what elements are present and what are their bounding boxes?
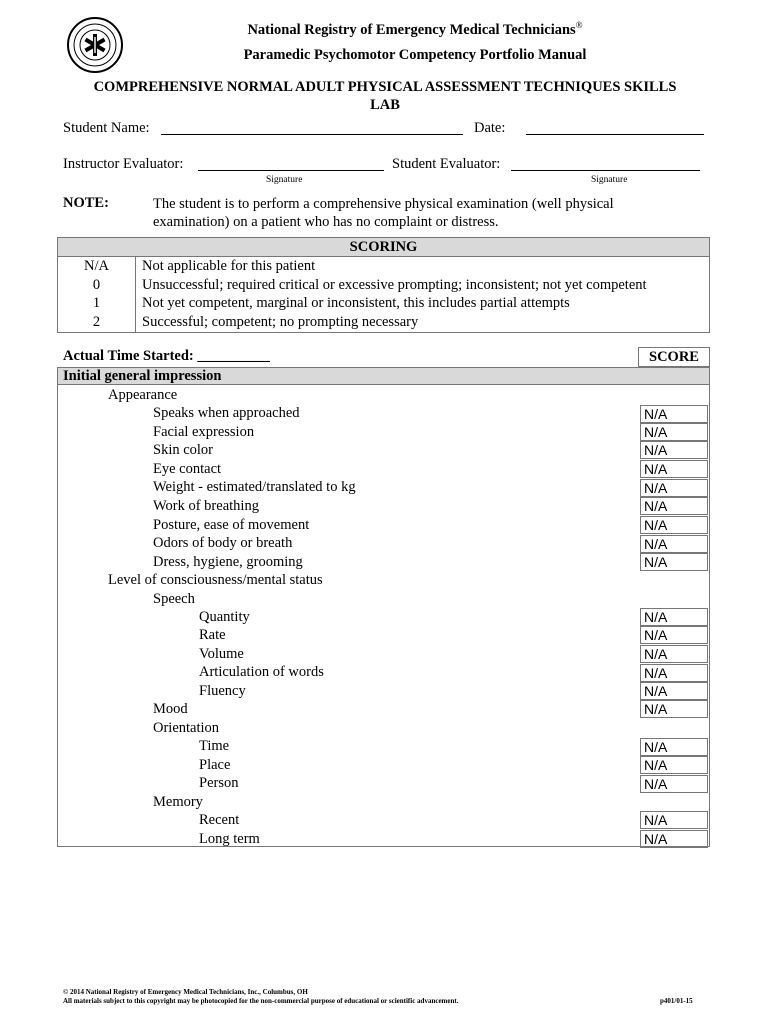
list-item: Quantity (199, 609, 250, 625)
score-box[interactable]: N/A (640, 811, 708, 829)
student-name-field[interactable] (161, 134, 463, 135)
scoring-key: 2 (58, 313, 136, 332)
footer-photocopy-notice: All materials subject to this copyright may be photocopied for the non-commercial purpose of educational or scientific advancement. (63, 997, 459, 1005)
list-item: Skin color (153, 442, 214, 458)
instructor-signature-caption: Signature (266, 175, 303, 185)
org-title (150, 20, 680, 39)
instructor-signature-field[interactable] (198, 170, 384, 171)
scoring-key: 0 (58, 276, 136, 295)
score-box[interactable]: N/A (640, 441, 708, 459)
document-title (60, 78, 710, 114)
actual-time-started: Actual Time Started: __________ (63, 348, 270, 364)
section-heading-initial-impression: Initial general impression (57, 367, 710, 385)
student-evaluator-signature-field[interactable] (511, 170, 700, 171)
score-box[interactable]: N/A (640, 497, 708, 515)
score-box[interactable]: N/A (640, 682, 708, 700)
group-appearance: Appearance (108, 387, 178, 403)
note-line-2: examination) on a patient who has no complaint or distress. (153, 214, 499, 230)
group-level-of-consciousness: Level of consciousness/mental status (108, 572, 323, 588)
student-evaluator-label: Student Evaluator: (392, 156, 501, 172)
scoring-key: 1 (58, 294, 136, 313)
list-item: Place (199, 757, 231, 773)
scoring-row (58, 313, 709, 332)
note-line-1: The student is to perform a comprehensive physical examination (well physical (153, 196, 614, 212)
score-box[interactable]: N/A (640, 516, 708, 534)
footer-form-code: p401/01-15 (660, 997, 693, 1005)
list-item: Work of breathing (153, 498, 259, 514)
scoring-key: N/A (58, 257, 136, 276)
instructor-evaluator-label: Instructor Evaluator: (63, 156, 184, 172)
registered-mark: ® (575, 20, 583, 30)
scoring-description: Not applicable for this patient (142, 258, 316, 274)
list-item: Recent (199, 812, 240, 828)
score-box[interactable]: N/A (640, 775, 708, 793)
scoring-heading: SCORING (58, 238, 709, 257)
list-item: Weight - estimated/translated to kg (153, 479, 356, 495)
date-label: Date: (474, 120, 506, 136)
list-item: Volume (199, 646, 244, 662)
list-item: Person (199, 775, 239, 791)
date-field[interactable] (526, 134, 704, 135)
scoring-description: Successful; competent; no prompting necessary (142, 314, 419, 331)
subgroup-orientation: Orientation (153, 720, 220, 736)
subgroup-mood: Mood (153, 701, 188, 717)
score-box[interactable]: N/A (640, 830, 708, 848)
note-text (153, 195, 693, 231)
score-box[interactable]: N/A (640, 460, 708, 478)
score-box[interactable]: N/A (640, 645, 708, 663)
list-item: Time (199, 738, 230, 754)
score-column-header: SCORE (638, 347, 710, 367)
list-item: Odors of body or breath (153, 535, 293, 551)
list-item: Facial expression (153, 424, 255, 440)
score-box[interactable]: N/A (640, 756, 708, 774)
list-item: Dress, hygiene, grooming (153, 554, 303, 570)
scoring-description: Unsuccessful; required critical or excessive prompting; inconsistent; not yet competent (142, 276, 647, 293)
score-box[interactable]: N/A (640, 700, 708, 718)
manual-title: Paramedic Psychomotor Competency Portfolio Manual (243, 47, 587, 63)
scoring-row (58, 257, 709, 276)
score-box[interactable]: N/A (640, 553, 708, 571)
subgroup-memory: Memory (153, 794, 203, 810)
score-box[interactable]: N/A (640, 738, 708, 756)
score-box[interactable]: N/A (640, 405, 708, 423)
nremt-seal-logo (67, 17, 123, 73)
score-box[interactable]: N/A (640, 479, 708, 497)
list-item: Posture, ease of movement (153, 517, 310, 533)
score-box[interactable]: N/A (640, 423, 708, 441)
scoring-legend-table (57, 237, 710, 333)
scoring-description: Not yet competent, marginal or inconsistent, this includes partial attempts (142, 295, 570, 312)
score-box[interactable]: N/A (640, 535, 708, 553)
score-box[interactable]: N/A (640, 664, 708, 682)
list-item: Speaks when approached (153, 405, 300, 421)
title-line-2: LAB (370, 97, 400, 113)
org-name: National Registry of Emergency Medical Technicians (247, 21, 576, 38)
student-name-label: Student Name: (63, 120, 150, 136)
note-label: NOTE: (63, 195, 109, 211)
list-item: Rate (199, 627, 226, 643)
subgroup-speech: Speech (153, 591, 195, 607)
list-item: Long term (199, 831, 260, 847)
student-signature-caption: Signature (591, 175, 628, 185)
list-item: Eye contact (153, 461, 222, 477)
score-box[interactable]: N/A (640, 626, 708, 644)
list-item: Articulation of words (199, 664, 324, 680)
footer-copyright: © 2014 National Registry of Emergency Medical Technicians, Inc., Columbus, OH (63, 988, 308, 996)
title-line-1: COMPREHENSIVE NORMAL ADULT PHYSICAL ASSESSMENT TECHNIQUES SKILLS (93, 79, 677, 95)
list-item: Fluency (199, 683, 246, 699)
score-box[interactable]: N/A (640, 608, 708, 626)
scoring-row (58, 294, 709, 313)
scoring-row (58, 276, 709, 295)
